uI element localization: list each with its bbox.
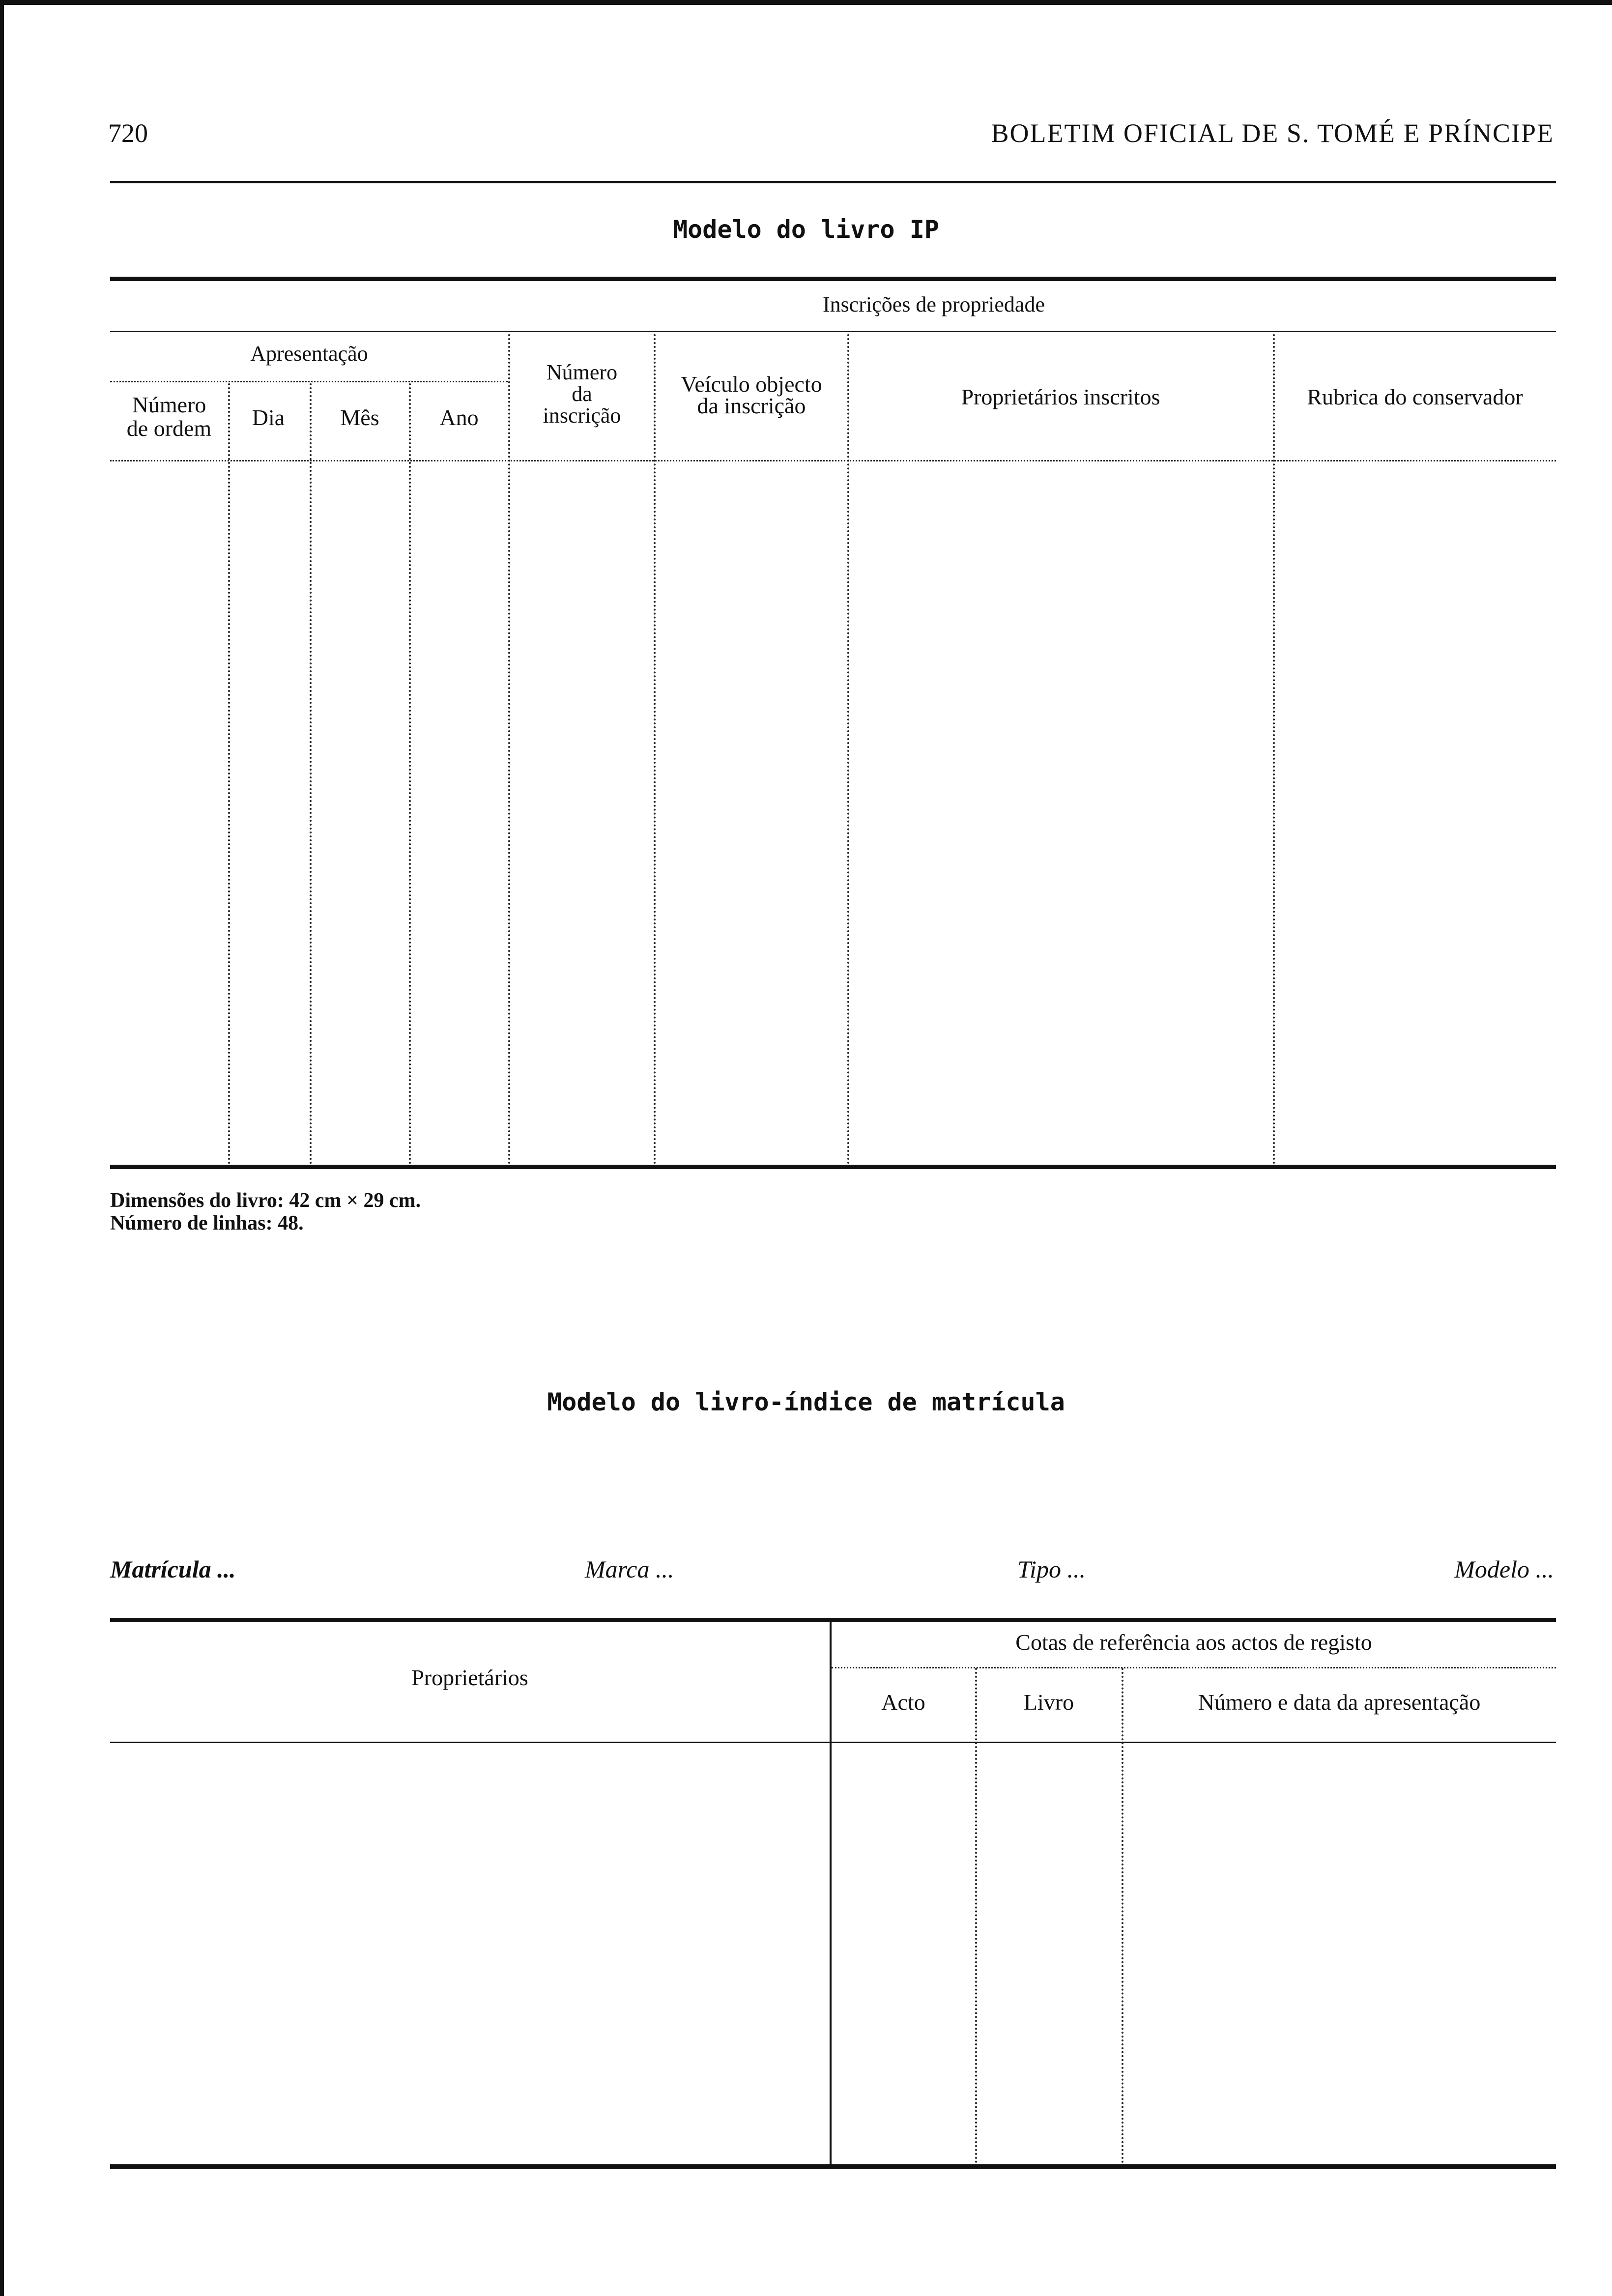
ip-header-dia: Dia (252, 405, 285, 430)
field-tipo: Tipo ... (1017, 1555, 1086, 1583)
indice-cotas-rule (832, 1667, 1556, 1668)
ip-header-apresentacao: Apresentação (250, 342, 368, 366)
ip-header-rubrica: Rubrica do conservador (1307, 384, 1523, 409)
indice-col-sep (975, 1668, 977, 2167)
ip-header-veiculo: Veículo objecto da inscrição (681, 372, 822, 418)
ip-col-sep (409, 383, 411, 1165)
ip-table-caption: Inscrições de propriedade (822, 292, 1045, 316)
ip-header-numero-inscricao: Número da inscrição (543, 360, 621, 428)
indice-header-livro: Livro (1023, 1690, 1074, 1715)
page-number: 720 (108, 118, 148, 148)
indice-table-bottom-rule (110, 2164, 1556, 2169)
field-matricula: Matrícula ... (110, 1555, 236, 1583)
model-ip-title: Modelo do livro IP (673, 215, 939, 244)
ip-table-top-rule (110, 277, 1556, 281)
ip-header-ano: Ano (439, 405, 479, 430)
indice-header-bottom-rule (110, 1742, 1556, 1743)
ip-col-sep (310, 383, 312, 1165)
ip-col-sep (654, 334, 656, 1165)
indice-col-sep (1122, 1668, 1123, 2167)
ip-header-proprietarios: Proprietários inscritos (961, 384, 1160, 409)
indice-header-cotas: Cotas de referência aos actos de registo (1015, 1630, 1372, 1655)
header-rule (110, 181, 1556, 183)
ip-header-numero-ordem: Número de ordem (126, 392, 212, 441)
indice-col-sep-proprietarios (830, 1622, 832, 2167)
ip-table-bottom-rule (110, 1165, 1556, 1169)
model-indice-title: Modelo do livro-índice de matrícula (547, 1388, 1065, 1416)
ip-note-dimensoes: Dimensões do livro: 42 cm × 29 cm. (110, 1189, 421, 1212)
field-marca: Marca ... (585, 1555, 674, 1583)
publication-title: BOLETIM OFICIAL DE S. TOMÉ E PRÍNCIPE (991, 118, 1554, 148)
ip-note-linhas: Número de linhas: 48. (110, 1212, 304, 1234)
ip-apresentacao-rule (110, 381, 508, 382)
page-top-border (0, 0, 1612, 5)
ip-col-sep (1273, 334, 1275, 1165)
ip-caption-rule (110, 331, 1556, 332)
indice-table-top-rule (110, 1618, 1556, 1622)
field-modelo: Modelo ... (1454, 1555, 1554, 1583)
ip-col-sep (847, 334, 849, 1165)
indice-header-numero-data: Número e data da apresentação (1198, 1690, 1481, 1715)
indice-header-acto: Acto (881, 1690, 925, 1715)
ip-header-bottom-rule (110, 460, 1556, 461)
ip-col-sep (228, 383, 230, 1165)
page-left-border (0, 0, 4, 2296)
ip-col-sep (508, 334, 510, 1165)
ip-header-mes: Mês (340, 405, 379, 430)
indice-header-proprietarios: Proprietários (411, 1665, 528, 1690)
